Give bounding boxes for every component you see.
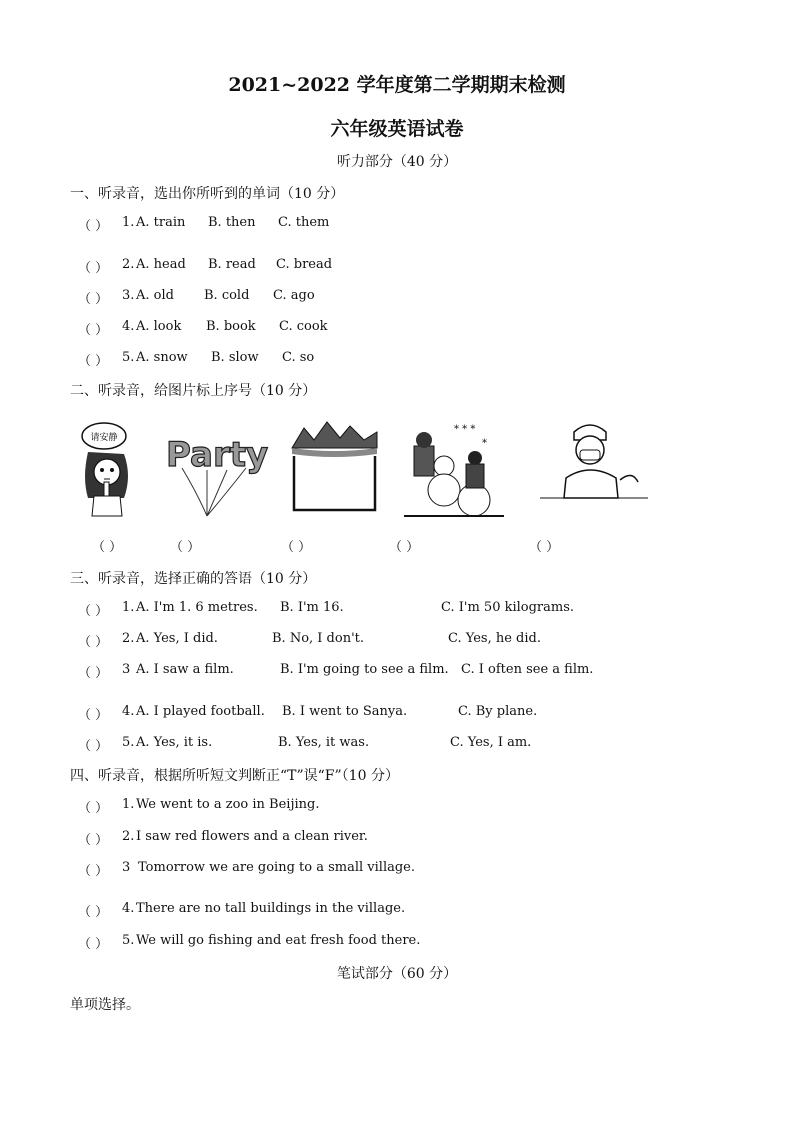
section-2-heading: 二、听录音，给图片标上序号（10 分）	[70, 383, 317, 399]
answer-paren[interactable]: （ ）	[78, 604, 109, 619]
section-3-heading: 三、听录音，选择正确的答语（10 分）	[70, 571, 317, 587]
answer-paren[interactable]: （ ）	[78, 292, 109, 307]
answer-paren[interactable]: （ ）	[78, 905, 109, 920]
answer-paren[interactable]: （ ）	[78, 666, 109, 681]
picture-1-answer[interactable]: （ ）	[92, 540, 123, 555]
answer-paren[interactable]: （ ）	[78, 261, 109, 276]
quiet-girl-picture	[74, 418, 144, 518]
svg-text:* * *: * * *	[454, 424, 476, 435]
answer-paren[interactable]: （ ）	[78, 864, 109, 879]
section-1-heading: 一、听录音，选出你所听到的单词（10 分）	[70, 186, 345, 202]
answer-paren[interactable]: （ ）	[78, 708, 109, 723]
answer-paren[interactable]: （ ）	[78, 801, 109, 816]
lake-picture	[292, 418, 377, 513]
party-balloons-picture	[162, 418, 269, 518]
party-text: Party	[166, 435, 269, 475]
exam-subtitle: 六年级英语试卷	[330, 118, 464, 140]
answer-paren[interactable]: （ ）	[78, 323, 109, 338]
answer-paren[interactable]: （ ）	[78, 219, 109, 234]
svg-text:*: *	[482, 438, 487, 449]
section-5-heading: 单项选择。	[70, 997, 140, 1013]
picture-2-answer[interactable]: （ ）	[170, 540, 201, 555]
answer-paren[interactable]: （ ）	[78, 833, 109, 848]
picture-5-answer[interactable]: （ ）	[529, 540, 560, 555]
answer-paren[interactable]: （ ）	[78, 937, 109, 952]
answer-paren[interactable]: （ ）	[78, 635, 109, 650]
writing-part-heading: 笔试部分（60 分）	[336, 966, 458, 982]
snowman-picture	[404, 418, 504, 518]
answer-paren[interactable]: （ ）	[78, 739, 109, 754]
picture-4-answer[interactable]: （ ）	[389, 540, 420, 555]
section-4-heading: 四、听录音，根据所听短文判断正“T”误“F”（10 分）	[70, 768, 399, 784]
picture-3-answer[interactable]: （ ）	[281, 540, 312, 555]
exam-title: 2021~2022 学年度第二学期期末检测	[228, 74, 566, 96]
answer-paren[interactable]: （ ）	[78, 354, 109, 369]
sign-text: 请安静	[90, 433, 118, 443]
doctor-picture	[540, 418, 650, 508]
listening-part-heading: 听力部分（40 分）	[336, 154, 458, 170]
